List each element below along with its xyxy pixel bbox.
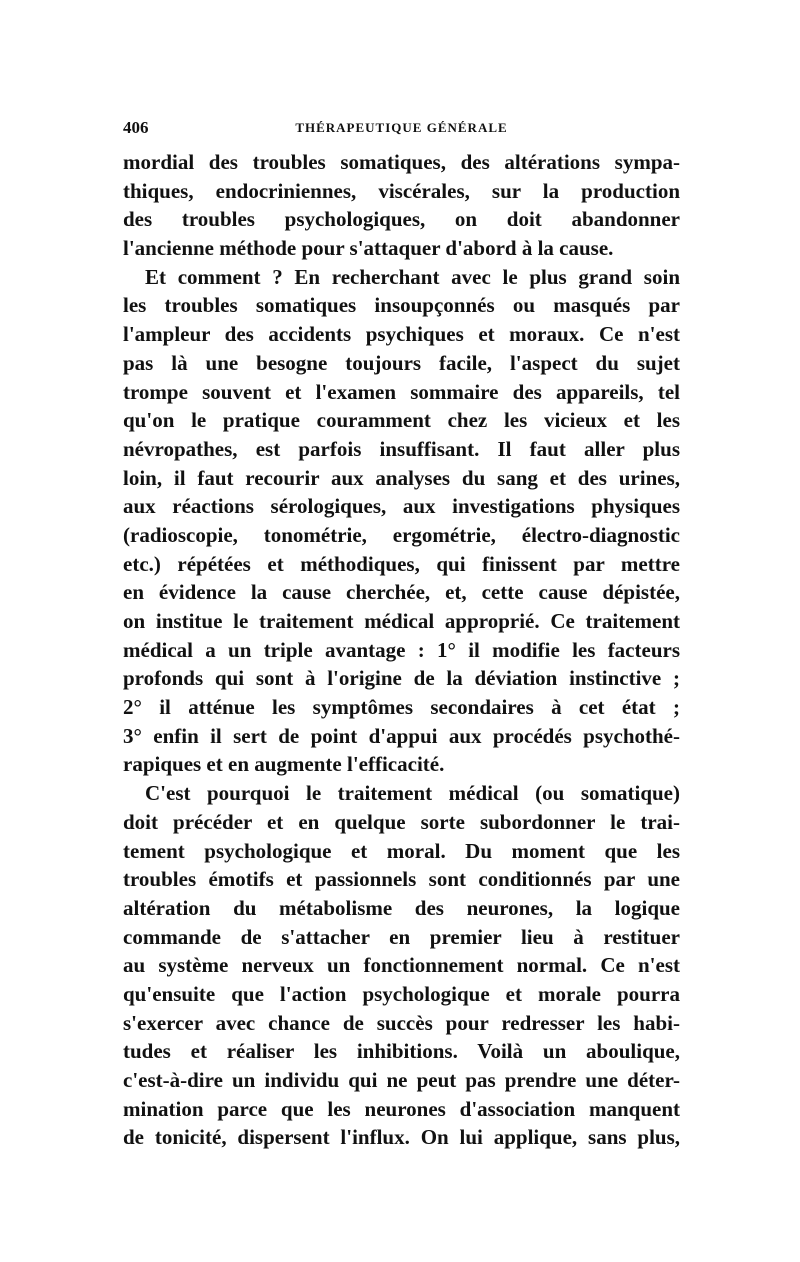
- text-line: de tonicité, dispersent l'influx. On lui applique, sans plus,: [123, 1125, 680, 1150]
- text-line: c'est-à-dire un individu qui ne peut pas prendre une déter-: [123, 1068, 680, 1092]
- text-line: C'est pourquoi le traitement médical (ou somatique): [145, 781, 680, 806]
- text-line: altération du métabolisme des neurones, la logique: [123, 895, 680, 920]
- text-line: 2° il atténue les symptômes secondaires à cet état ;: [123, 695, 680, 720]
- text-line: thiques, endocriniennes, viscérales, sur la production: [123, 178, 680, 203]
- text-line: rapiques et en augmente l'efficacité.: [123, 752, 445, 777]
- text-line: troubles émotifs et passionnels sont conditionnés par une: [123, 867, 680, 892]
- text-line: qu'on le pratique couramment chez les vicieux et les: [123, 408, 680, 433]
- text-line: tudes et réaliser les inhibitions. Voilà un aboulique,: [123, 1039, 680, 1064]
- text-line: mordial des troubles somatiques, des altérations sympa-: [123, 150, 680, 174]
- text-line: commande de s'attacher en premier lieu à restituer: [123, 924, 680, 949]
- text-line: névropathes, est parfois insuffisant. Il faut aller plus: [123, 436, 680, 461]
- text-line: au système nerveux un fonctionnement normal. Ce n'est: [123, 953, 680, 978]
- text-line: l'ampleur des accidents psychiques et moraux. Ce n'est: [123, 322, 680, 347]
- page-number: 406: [123, 118, 149, 137]
- text-line: doit précéder et en quelque sorte subordonner le trai-: [123, 809, 680, 834]
- text-line: aux réactions sérologiques, aux investigations physiques: [123, 494, 680, 519]
- text-line: on institue le traitement médical approprié. Ce traitement: [123, 609, 680, 633]
- text-line: médical a un triple avantage : 1° il modifie les facteurs: [123, 637, 680, 662]
- text-line: s'exercer avec chance de succès pour redresser les habi-: [123, 1010, 680, 1035]
- running-title: THÉRAPEUTIQUE GÉNÉRALE: [295, 120, 508, 135]
- text-line: (radioscopie, tonométrie, ergométrie, électro-diagnostic: [123, 522, 680, 547]
- text-line: loin, il faut recourir aux analyses du sang et des urines,: [123, 465, 680, 490]
- text-line: 3° enfin il sert de point d'appui aux procédés psychothé-: [123, 723, 680, 748]
- body-text: [123, 148, 680, 1152]
- text-line: en évidence la cause cherchée, et, cette cause dépistée,: [123, 580, 680, 605]
- text-line: trompe souvent et l'examen sommaire des appareils, tel: [123, 379, 680, 404]
- text-line: qu'ensuite que l'action psychologique et morale pourra: [123, 981, 680, 1006]
- text-line: Et comment ? En recherchant avec le plus grand soin: [145, 264, 680, 289]
- text-line: mination parce que les neurones d'association manquent: [123, 1096, 680, 1121]
- text-line: les troubles somatiques insoupçonnés ou masqués par: [123, 293, 680, 318]
- text-line: des troubles psychologiques, on doit abandonner: [123, 207, 680, 232]
- text-line: profonds qui sont à l'origine de la déviation instinctive ;: [123, 666, 680, 691]
- page-header: [123, 118, 680, 140]
- text-line: etc.) répétées et méthodiques, qui finissent par mettre: [123, 551, 680, 576]
- text-line: pas là une besogne toujours facile, l'aspect du sujet: [123, 350, 680, 375]
- text-line: tement psychologique et moral. Du moment que les: [123, 838, 680, 863]
- text-line: l'ancienne méthode pour s'attaquer d'abord à la cause.: [123, 236, 614, 261]
